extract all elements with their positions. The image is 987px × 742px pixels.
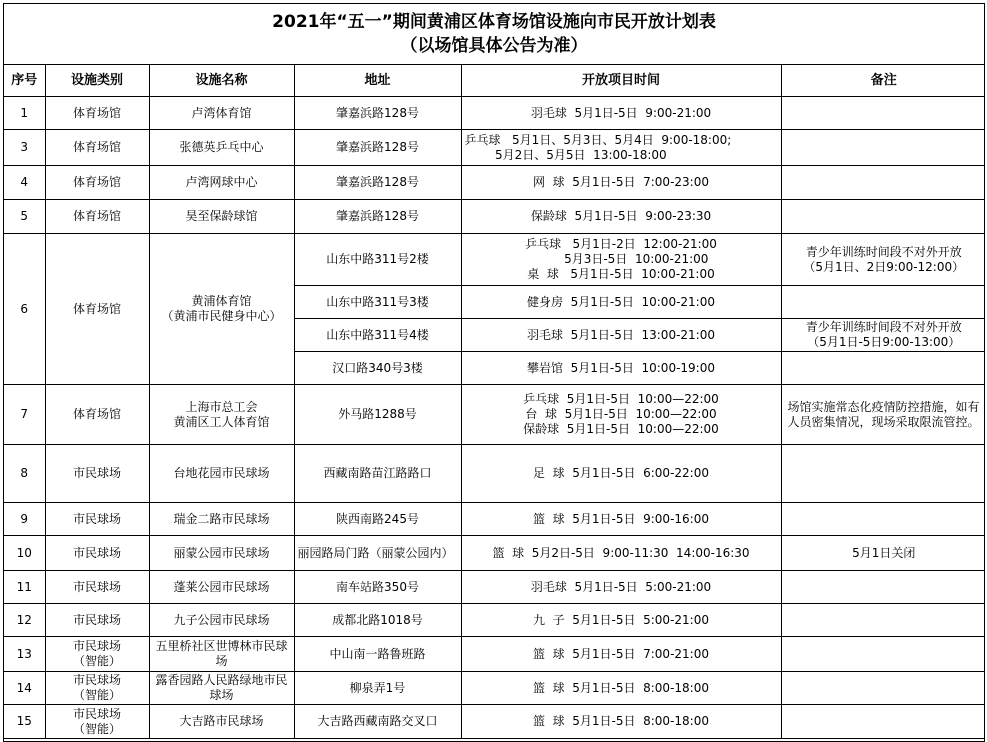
table-row <box>4 166 985 200</box>
cell-name: 露香园路人民路绿地市民球场 <box>149 672 294 705</box>
cell-no: 12 <box>4 604 45 637</box>
cell-hours: 九 子 5月1日-5日 5:00-21:00 <box>461 604 781 637</box>
cell-address: 西藏南路苗江路路口 <box>294 445 461 503</box>
cell-address: 柳泉弄1号 <box>294 672 461 705</box>
cell-remarks <box>781 604 985 637</box>
cell-hours: 篮 球 5月1日-5日 8:00-18:00 <box>461 672 781 705</box>
cell-name: 蓬莱公园市民球场 <box>149 571 294 604</box>
cell-no: 6 <box>4 234 45 385</box>
cell-no: 7 <box>4 385 45 445</box>
cell-remarks <box>781 705 985 739</box>
cell-name: 瑞金二路市民球场 <box>149 503 294 536</box>
schedule-sheet <box>3 3 985 742</box>
cell-hours: 篮 球 5月1日-5日 8:00-18:00 <box>461 705 781 739</box>
table-row <box>4 637 985 672</box>
cell-address: 肇嘉浜路128号 <box>294 200 461 234</box>
title-block <box>4 4 984 65</box>
cell-remarks <box>781 503 985 536</box>
cell-address: 外马路1288号 <box>294 385 461 445</box>
cell-category: 体育场馆 <box>45 385 149 445</box>
cell-name: 五里桥社区世博林市民球场 <box>149 637 294 672</box>
schedule-table <box>4 65 985 739</box>
table-row <box>4 705 985 739</box>
page-subtitle: （以场馆具体公告为准） <box>400 36 588 56</box>
cell-name: 昊至保龄球馆 <box>149 200 294 234</box>
cell-hours: 羽毛球 5月1日-5日 5:00-21:00 <box>461 571 781 604</box>
cell-address: 肇嘉浜路128号 <box>294 130 461 166</box>
cell-address: 山东中路311号3楼 <box>294 286 461 319</box>
cell-hours: 羽毛球 5月1日-5日 13:00-21:00 <box>461 319 781 352</box>
cell-address: 肇嘉浜路128号 <box>294 166 461 200</box>
cell-name: 丽蒙公园市民球场 <box>149 536 294 571</box>
cell-no: 10 <box>4 536 45 571</box>
cell-category: 市民球场 <box>45 571 149 604</box>
cell-hours: 乒乓球 5月1日-2日 12:00-21:00 5月3日-5日 10:00-21:00 桌 球 5月1日-5日 10:00-21:00 <box>461 234 781 286</box>
cell-remarks: 青少年训练时间段不对外开放 （5月1日-5日9:00-13:00） <box>781 319 985 352</box>
cell-address: 陕西南路245号 <box>294 503 461 536</box>
cell-hours: 健身房 5月1日-5日 10:00-21:00 <box>461 286 781 319</box>
header-hours: 开放项目时间 <box>461 65 781 97</box>
cell-address: 中山南一路鲁班路 <box>294 637 461 672</box>
cell-hours: 乒乓球 5月1日、5月3日、5月4日 9:00-18:00; 5月2日、5月5日 13:00-18:00 <box>461 130 781 166</box>
cell-name: 张德英乒乓中心 <box>149 130 294 166</box>
cell-remarks: 5月1日关闭 <box>781 536 985 571</box>
cell-hours: 乒乓球 5月1日-5日 10:00—22:00 台 球 5月1日-5日 10:00—22:00 保龄球 5月1日-5日 10:00—22:00 <box>461 385 781 445</box>
cell-hours: 篮 球 5月2日-5日 9:00-11:30 14:00-16:30 <box>461 536 781 571</box>
cell-remarks: 场馆实施常态化疫情防控措施，如有人员密集情况，现场采取限流管控。 <box>781 385 985 445</box>
cell-remarks <box>781 200 985 234</box>
cell-hours: 羽毛球 5月1日-5日 9:00-21:00 <box>461 97 781 130</box>
cell-remarks <box>781 672 985 705</box>
cell-name: 卢湾体育馆 <box>149 97 294 130</box>
cell-no: 4 <box>4 166 45 200</box>
table-row <box>4 200 985 234</box>
table-header-row <box>4 65 985 97</box>
cell-hours: 篮 球 5月1日-5日 7:00-21:00 <box>461 637 781 672</box>
cell-no: 13 <box>4 637 45 672</box>
cell-name: 大吉路市民球场 <box>149 705 294 739</box>
cell-category: 市民球场 <box>45 604 149 637</box>
cell-name: 黄浦体育馆 （黄浦市民健身中心） <box>149 234 294 385</box>
cell-category: 体育场馆 <box>45 97 149 130</box>
table-row <box>4 385 985 445</box>
table-row <box>4 445 985 503</box>
table-row <box>4 604 985 637</box>
cell-remarks <box>781 637 985 672</box>
cell-remarks <box>781 352 985 385</box>
cell-category: 体育场馆 <box>45 200 149 234</box>
cell-address: 成都北路1018号 <box>294 604 461 637</box>
table-row <box>4 571 985 604</box>
cell-category: 市民球场 （智能） <box>45 637 149 672</box>
header-no: 序号 <box>4 65 45 97</box>
cell-no: 8 <box>4 445 45 503</box>
table-row <box>4 503 985 536</box>
cell-remarks <box>781 286 985 319</box>
cell-hours: 足 球 5月1日-5日 6:00-22:00 <box>461 445 781 503</box>
table-row <box>4 130 985 166</box>
header-address: 地址 <box>294 65 461 97</box>
table-row <box>4 672 985 705</box>
cell-hours: 网 球 5月1日-5日 7:00-23:00 <box>461 166 781 200</box>
cell-remarks: 青少年训练时间段不对外开放 （5月1日、2日9:00-12:00） <box>781 234 985 286</box>
cell-address: 南车站路350号 <box>294 571 461 604</box>
cell-category: 体育场馆 <box>45 166 149 200</box>
cell-no: 1 <box>4 97 45 130</box>
cell-hours: 攀岩馆 5月1日-5日 10:00-19:00 <box>461 352 781 385</box>
cell-name: 台地花园市民球场 <box>149 445 294 503</box>
cell-remarks <box>781 445 985 503</box>
cell-no: 15 <box>4 705 45 739</box>
cell-no: 11 <box>4 571 45 604</box>
cell-hours: 保龄球 5月1日-5日 9:00-23:30 <box>461 200 781 234</box>
cell-category: 市民球场 （智能） <box>45 672 149 705</box>
cell-address: 大吉路西藏南路交叉口 <box>294 705 461 739</box>
cell-no: 3 <box>4 130 45 166</box>
cell-remarks <box>781 130 985 166</box>
table-row <box>4 234 985 286</box>
cell-category: 市民球场 <box>45 536 149 571</box>
cell-name: 上海市总工会 黄浦区工人体育馆 <box>149 385 294 445</box>
cell-no: 14 <box>4 672 45 705</box>
cell-remarks <box>781 166 985 200</box>
cell-address: 山东中路311号4楼 <box>294 319 461 352</box>
cell-category: 市民球场 <box>45 503 149 536</box>
table-row <box>4 536 985 571</box>
table-row <box>4 97 985 130</box>
header-remarks: 备注 <box>781 65 985 97</box>
cell-category: 体育场馆 <box>45 234 149 385</box>
cell-no: 5 <box>4 200 45 234</box>
cell-address: 丽园路局门路（丽蒙公园内） <box>294 536 461 571</box>
page-title: 2021年“五一”期间黄浦区体育场馆设施向市民开放计划表 <box>272 12 716 32</box>
cell-category: 市民球场 （智能） <box>45 705 149 739</box>
cell-no: 9 <box>4 503 45 536</box>
cell-hours: 篮 球 5月1日-5日 9:00-16:00 <box>461 503 781 536</box>
header-category: 设施类别 <box>45 65 149 97</box>
header-name: 设施名称 <box>149 65 294 97</box>
cell-name: 卢湾网球中心 <box>149 166 294 200</box>
cell-address: 山东中路311号2楼 <box>294 234 461 286</box>
cell-remarks <box>781 571 985 604</box>
cell-name: 九子公园市民球场 <box>149 604 294 637</box>
cell-address: 肇嘉浜路128号 <box>294 97 461 130</box>
cell-category: 市民球场 <box>45 445 149 503</box>
cell-address: 汉口路340号3楼 <box>294 352 461 385</box>
cell-category: 体育场馆 <box>45 130 149 166</box>
cell-remarks <box>781 97 985 130</box>
